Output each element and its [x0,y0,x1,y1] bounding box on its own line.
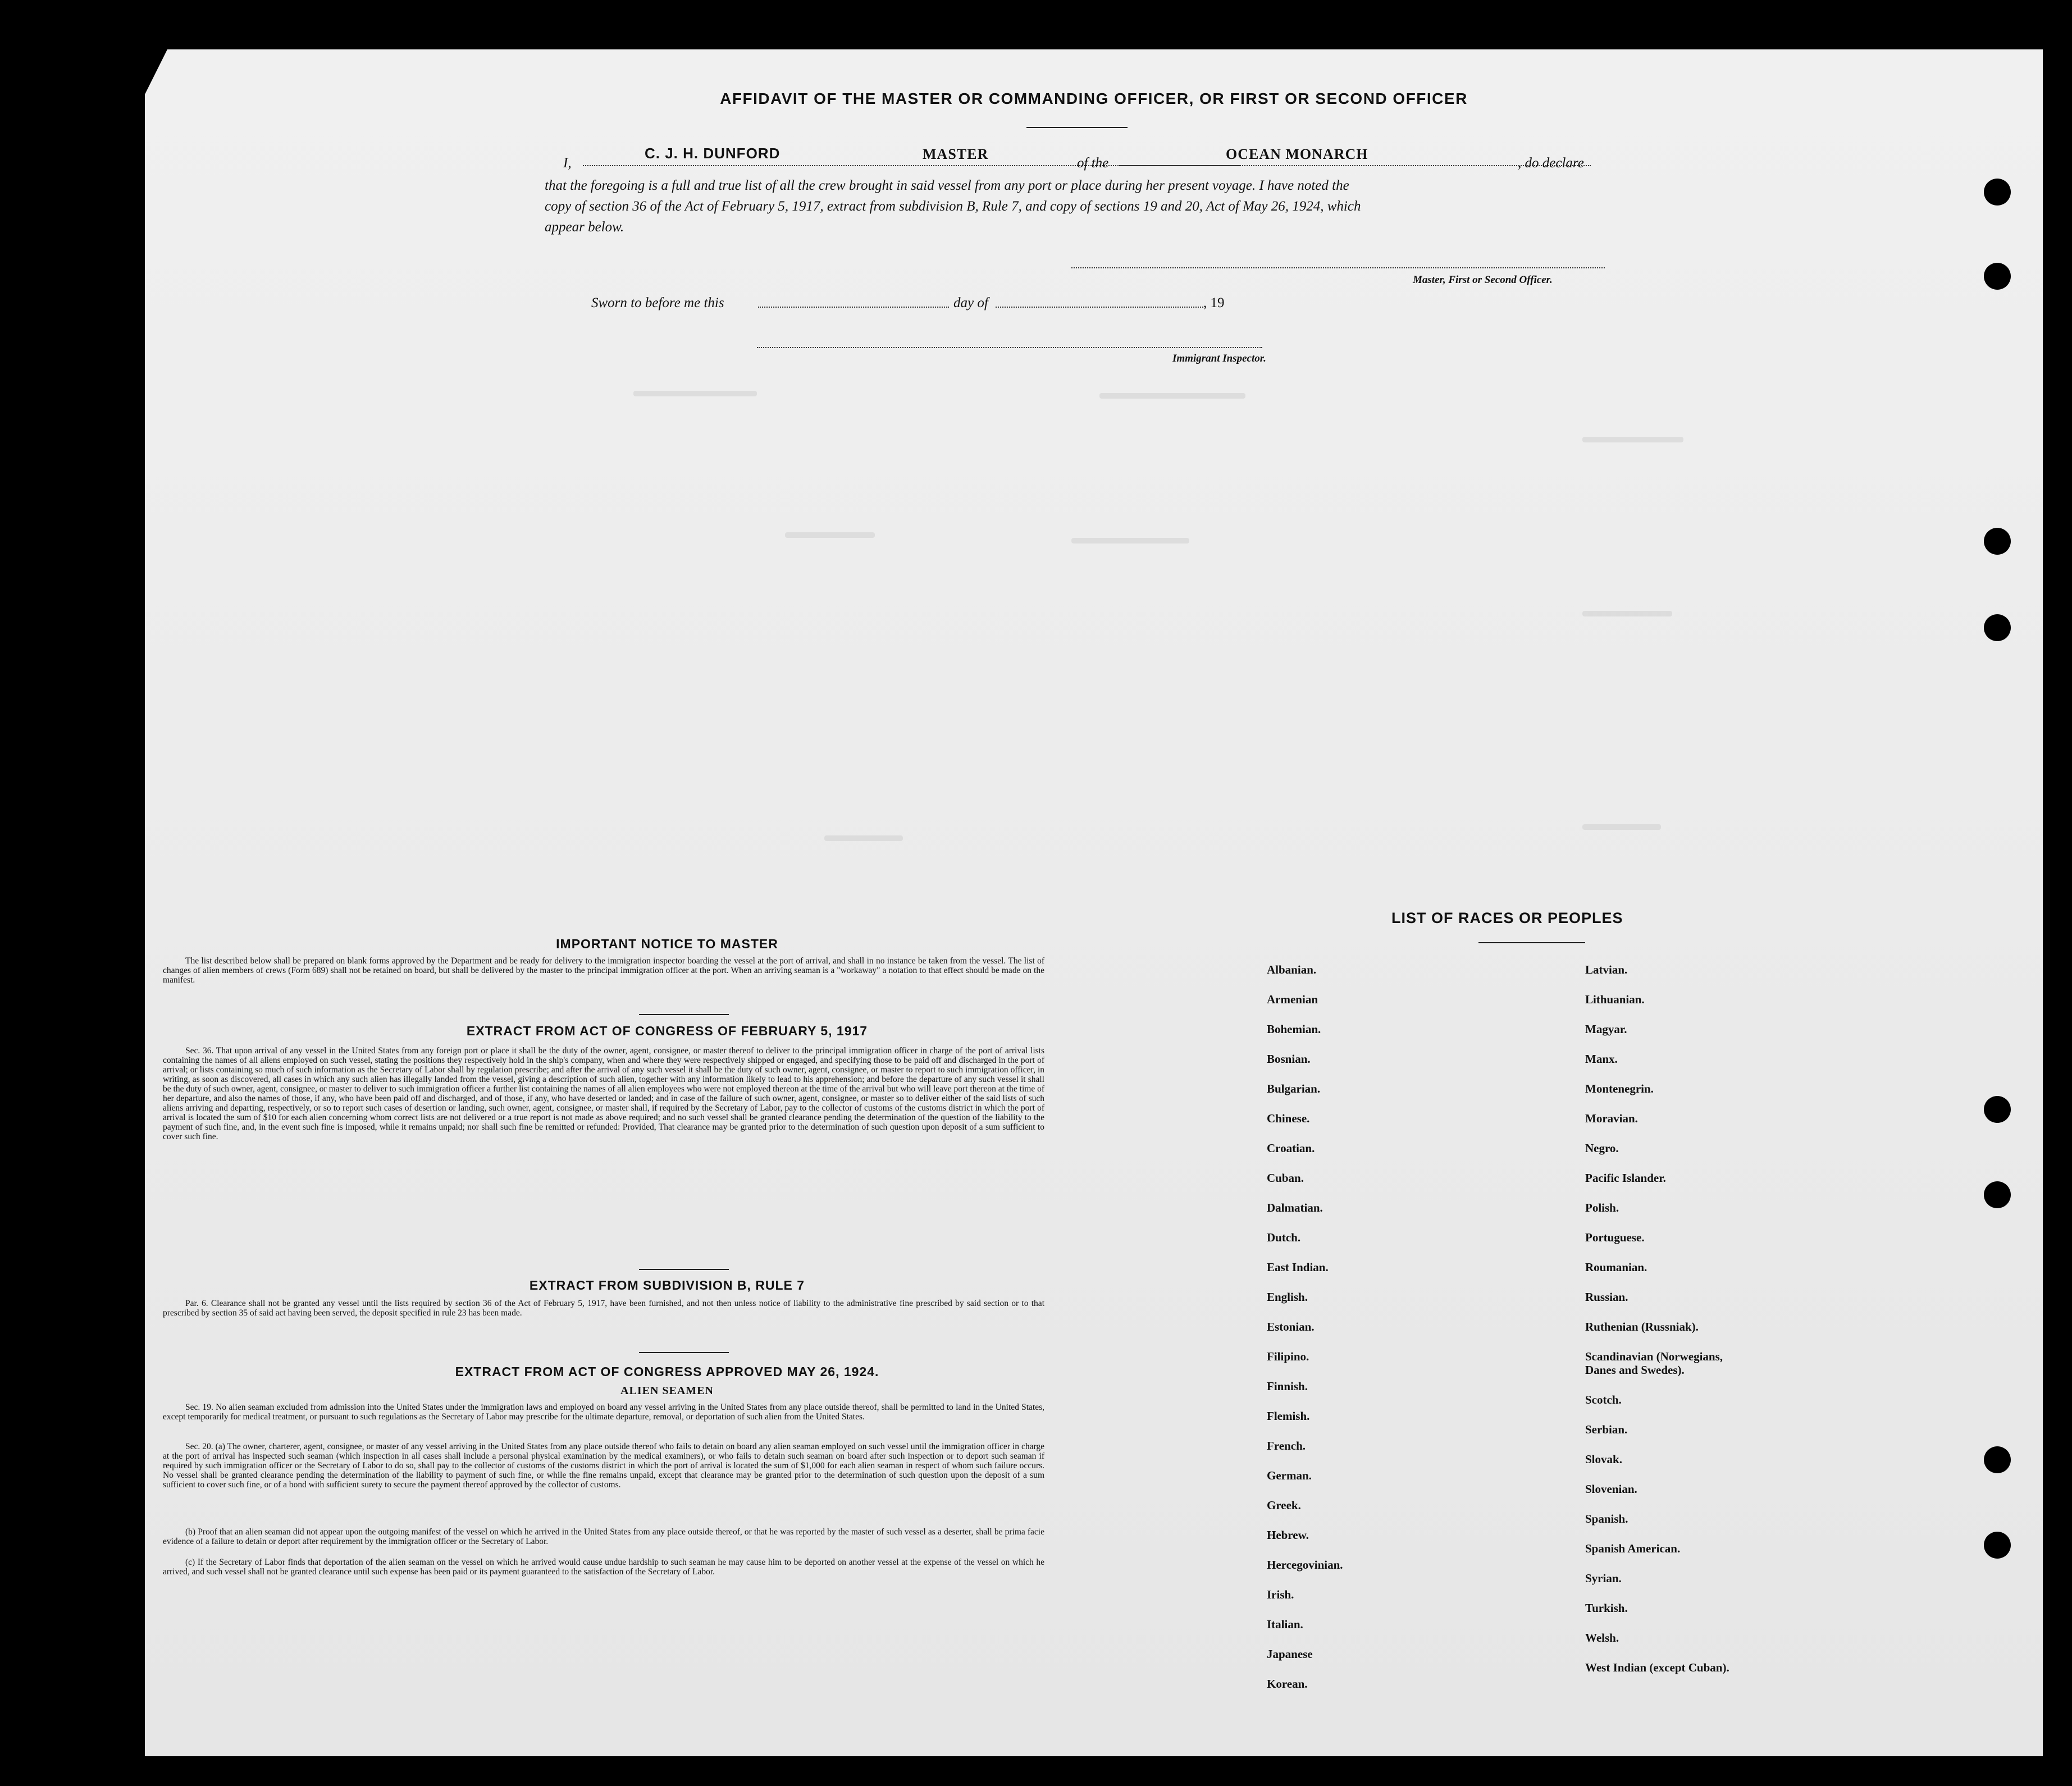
race-item: Pacific Islander. [1585,1171,1666,1185]
affidavit-title: AFFIDAVIT OF THE MASTER OR COMMANDING OFFICER, OR FIRST OR SECOND OFFICER [720,90,1468,107]
of-the-label: of the [1077,156,1109,171]
race-item: Greek. [1267,1499,1301,1512]
form-sheet [145,49,2043,1756]
divider [639,1352,729,1353]
binder-hole [1984,1096,2011,1123]
bleed-through-mark [1582,611,1672,616]
race-item: English. [1267,1290,1308,1304]
race-item: Russian. [1585,1290,1628,1304]
binder-hole [1984,1532,2011,1559]
race-item: Spanish American. [1585,1542,1681,1555]
race-item: Manx. [1585,1052,1618,1066]
race-item: Welsh. [1585,1631,1619,1645]
title-underline [1026,127,1128,128]
rank-field: MASTER [923,146,989,162]
i-label: I, [563,156,572,171]
race-item: Chinese. [1267,1112,1310,1125]
race-item: Croatian. [1267,1141,1315,1155]
race-item: Turkish. [1585,1601,1628,1615]
race-item: Japanese [1267,1647,1313,1661]
rule-7-text: Par. 6. Clearance shall not be granted any vessel until the lists required by section 36 of the Act of February 5, 1917, have been furnished, and not then unless notice of liability to the administrative fine prescribed by said section or to that prescribed by section 35 of said act having been served, the deposit specified in rule 23 has been made. [163,1299,1044,1318]
race-item: Bulgarian. [1267,1082,1321,1095]
race-item: German. [1267,1469,1312,1482]
race-item: Dutch. [1267,1231,1301,1244]
declaration-line-4: appear below. [545,220,624,235]
sec-19-text: Sec. 19. No alien seaman excluded from admission into the United States under the immigration laws and employed on board any vessel arriving in the United States from any place outside thereof, shall be permitted to land in the United States, except temporarily for medical treatment, or pursuant to such regulations as the Secretary of Labor may prescribe for the ultimate departure, removal, or deportation of such alien from the United States. [163,1403,1044,1422]
notice-title: IMPORTANT NOTICE TO MASTER [556,937,778,951]
notice-text: The list described below shall be prepared on blank forms approved by the Department and be ready for delivery to the immigration inspector boarding the vessel at the port of arrival, and shall in no instance be taken from the vessel. The list of changes of alien members of crews (Form 689) shall not be retained on board, but shall be delivered by the master to the principal immigration officer at the port. When an arriving seaman is a "workaway" a notation to that effect should be made on the manifest. [163,956,1044,985]
signature-caption: Master, First or Second Officer. [1413,274,1553,286]
binder-hole [1984,614,2011,641]
race-item: Armenian [1267,993,1318,1006]
race-item: Estonian. [1267,1320,1315,1333]
race-item: Negro. [1585,1141,1619,1155]
race-item: Scandinavian (Norwegians, [1585,1350,1723,1363]
do-declare-label: , do declare [1518,156,1584,171]
folded-corner [145,49,167,94]
race-item: Flemish. [1267,1409,1310,1423]
race-item: Spanish. [1585,1512,1628,1525]
extract-1917-text: Sec. 36. That upon arrival of any vessel in the United States from any foreign port or place it shall be the duty of the owner, agent, consignee, or master thereof to deliver to the principal immigration officer in charge of the port of arrival lists containing the names of all aliens employed on such vessel, stating the positions they respectively hold in the ship's company, when and where they were respectively shipped or engaged, and specifying those to be paid off and discharged in the port of arrival; or lists containing so much of such information as the Secretary of Labor shall by regulation prescribe; and after the arrival of any such vessel it shall be the duty of such owner, agent, consignee, or master to report to such immigration officer, in writing, as soon as discovered, all cases in which any such alien has illegally landed from the vessel, giving a description of such alien, together with any information likely to lead to his apprehension; and before the departure of any such vessel it shall be the duty of such owner, agent, consignee, or master to deliver to such immigration officer a further list containing the names of all alien employees who were not employed thereon at the time of the arrival but who will leave port thereon at the time of her departure, and also the names of those, if any, who have been paid off and discharged, and of those, if any, who have deserted or landed; and in case of the failure of such owner, agent, consignee, or master so to deliver either of the said lists of such aliens arriving and departing, respectively, or so to report such cases of desertion or landing, such owner, agent, consignee, or master shall, if required by the Secretary of Labor, pay to the collector of customs of the customs district in which the port of arrival is located the sum of $10 for each alien concerning whom correct lists are not delivered or a true report is not made as above required; and no such vessel shall be granted clearance pending the determination of the question of the liability to the payment of such fine, and, in the event such fine is imposed, while it remains unpaid; nor shall such fine be remitted or refunded: Provided, That clearance may be granted prior to the determination of such question upon deposit of a sum sufficient to cover such fine. [163,1046,1044,1141]
race-item: Hercegovinian. [1267,1558,1343,1572]
vessel-name-field: OCEAN MONARCH [1226,146,1368,162]
bleed-through-mark [1582,437,1683,442]
sec-20b-text: (b) Proof that an alien seaman did not appear upon the outgoing manifest of the vessel on which he arrived in the United States from any place outside thereof, or that he was reported by the master of such vessel as a deserter, shall be prima facie evidence of a failure to detain or deport after requirement by the immigration officer or the Secretary of Labor. [163,1527,1044,1546]
bleed-through-mark [1582,824,1661,830]
race-item: Roumanian. [1585,1260,1647,1274]
race-item: Irish. [1267,1588,1294,1601]
binder-hole [1984,528,2011,555]
extract-1917-title: EXTRACT FROM ACT OF CONGRESS OF FEBRUARY 5, 1917 [466,1024,868,1038]
year-label: , 19 [1203,295,1225,310]
divider [639,1014,729,1015]
bleed-through-mark [633,391,757,396]
race-item: Ruthenian (Russniak). [1585,1320,1699,1333]
race-item: Filipino. [1267,1350,1309,1363]
race-item: Albanian. [1267,963,1317,976]
race-item: Danes and Swedes). [1585,1363,1685,1377]
race-item: Moravian. [1585,1112,1638,1125]
race-item: Latvian. [1585,963,1628,976]
bleed-through-mark [824,835,903,841]
race-item: Magyar. [1585,1022,1627,1036]
sec-20a-text: Sec. 20. (a) The owner, charterer, agent, consignee, or master of any vessel arriving in the United States from any place outside thereof who fails to detain on board any alien seaman employed on such vessel until the immigration officer in charge at the port of arrival has inspected such seaman (which inspection in all cases shall include a personal physical examination by the medical examiners), or who fails to detain such seaman on board after such inspection or to deport such seaman if required by such immigration officer or the Secretary of Labor to do so, shall pay to the collector of customs of the customs district in which the port of arrival is located the sum of $1,000 for each alien seaman in respect of whom such failure occurs. No vessel shall be granted clearance pending the determination of the liability to payment of such fine, or while the fine remains unpaid, except that clearance may be granted prior to the determination of such question upon the deposit of a sum sufficient to cover such fine, or of a bond with sufficient surety to secure the payment thereof approved by the collector of customs. [163,1442,1044,1490]
sec-20c-text: (c) If the Secretary of Labor finds that deportation of the alien seaman on the vessel on which he arrived would cause undue hardship to such seaman he may cause him to be deported on another vessel at the expense of the vessel on which he arrived, and such vessel shall not be granted clearance until such expense has been paid or its payment guaranteed to the satisfaction of the Secretary of Labor. [163,1557,1044,1577]
binder-hole [1984,1446,2011,1473]
alien-seamen-subtitle: ALIEN SEAMEN [620,1385,714,1397]
signature-line [1071,267,1605,268]
race-item: Cuban. [1267,1171,1304,1185]
binder-hole [1984,263,2011,290]
declaration-line-2: that the foregoing is a full and true list of all the crew brought in said vessel from any port or place during her present voyage. I have noted the [545,178,1349,193]
divider [639,1269,729,1270]
race-item: Slovenian. [1585,1482,1637,1496]
master-name-field: C. J. H. DUNFORD [645,145,781,162]
inspector-line [757,347,1262,348]
sworn-day-line [758,307,949,308]
race-item: Syrian. [1585,1572,1622,1585]
race-item: Italian. [1267,1618,1303,1631]
binder-hole [1984,179,2011,205]
bleed-through-mark [1071,538,1189,543]
race-item: Montenegrin. [1585,1082,1654,1095]
race-item: East Indian. [1267,1260,1329,1274]
race-item: Korean. [1267,1677,1308,1691]
race-item: Polish. [1585,1201,1619,1214]
inspector-caption: Immigrant Inspector. [1172,353,1266,364]
race-item: Serbian. [1585,1423,1628,1436]
race-item: Scotch. [1585,1393,1622,1406]
race-item: Hebrew. [1267,1528,1309,1542]
race-item: West Indian (except Cuban). [1585,1661,1729,1674]
bleed-through-mark [785,532,875,538]
day-of-label: day of [953,295,988,310]
race-item: Lithuanian. [1585,993,1645,1006]
races-underline [1478,942,1585,943]
race-item: Portuguese. [1585,1231,1645,1244]
rule-7-title: EXTRACT FROM SUBDIVISION B, RULE 7 [529,1278,805,1292]
sworn-month-line [996,307,1203,308]
race-item: Bohemian. [1267,1022,1321,1036]
race-item: Bosnian. [1267,1052,1311,1066]
race-item: Dalmatian. [1267,1201,1323,1214]
binder-hole [1984,1181,2011,1208]
bleed-through-mark [1099,393,1245,399]
races-title: LIST OF RACES OR PEOPLES [1391,910,1623,926]
extract-1924-title: EXTRACT FROM ACT OF CONGRESS APPROVED MAY 26, 1924. [455,1364,879,1379]
race-item: Finnish. [1267,1380,1308,1393]
race-item: French. [1267,1439,1306,1452]
sworn-label: Sworn to before me this [591,295,724,310]
race-item: Slovak. [1585,1452,1622,1466]
declaration-line-3: copy of section 36 of the Act of February 5, 1917, extract from subdivision B, Rule 7, and copy of sections 19 and 20, Act of May 26, 1924, which [545,199,1361,214]
